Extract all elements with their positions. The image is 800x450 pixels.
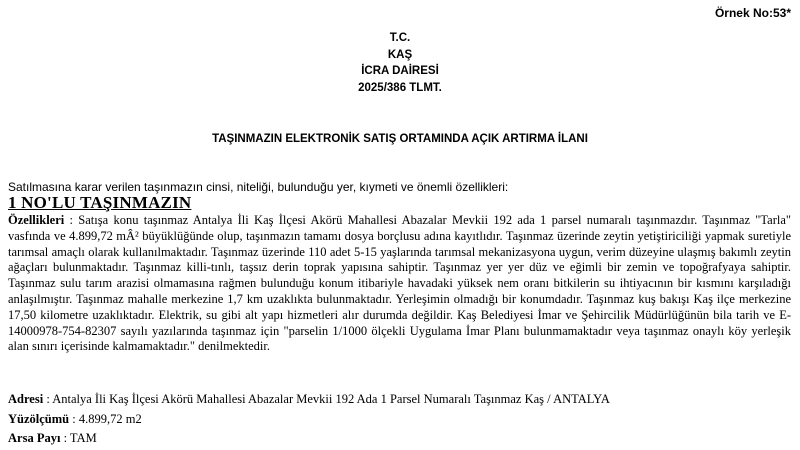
sample-number: Örnek No:53* xyxy=(714,6,791,20)
land-share-field xyxy=(8,430,97,446)
address-value: : Antalya İli Kaş İlçesi Akörü Mahallesi Abazalar Mevkii 192 Ada 1 Parsel Numaralı Taşınmaz Kaş / ANTALYA xyxy=(43,392,610,406)
intro-text: Satılmasına karar verilen taşınmazın cinsi, niteliği, bulunduğu yer, kıymeti ve önemli özellikleri: xyxy=(8,180,509,194)
authority-country: T.C. xyxy=(389,32,411,44)
features-label: Özellikleri xyxy=(8,213,65,227)
authority-district: KAŞ xyxy=(387,48,413,61)
features-text: : Satışa konu taşınmaz Antalya İli Kaş İlçesi Akörü Mahallesi Abazalar Mevkii 192 ada 1 parsel numaralı taşınmazdır. Taşınmaz "Tarla" vasfında ve 4.899,72 mÂ² büyüklüğünde olup, taşınmazın tamamı dosya borçlusu adına kayıtlıdır. Taşınmaz üzerinde zeytin yetiştiriciliği yapmak suretiyle tarımsal amaçlı olarak kullanılmaktadır. Taşınmaz üzerinde 110 adet 5-15 yaşlarında tarımsal mekanizasyona uygun, verim düzeyine ulaşmış bakımlı zeytin ağaçları bulunmaktadır. Taşınmaz killi-tınlı, taşsız derin toprak yapısına sahiptir. Taşınmaz yer yer düz ve eğimli bir zemin ve topoğrafyaya sahiptir. Taşınmaz sulu tarım arazisi olmamasına rağmen bulunduğu konum itibariyle havadaki yüksek nem oranı bitkilerin su ihtiyacının bir kısmını karşıladığı anlaşılmıştır. Taşınmaz mahalle merkezine 1,7 km uzaklıkta bulunmaktadır. Yerleşimin olmadığı bir konumdadır. Taşınmaz kuş bakışı Kaş ilçe merkezine 17,50 kilometre uzaklıktadır. Elektrik, su gibi alt yapı hizmetleri alır durumda değildir. Kaş Belediyesi İmar ve Şehircilik Müdürlüğünün bila tarih ve E-14000978-754-82307 sayılı yazılarında taşınmaz için "parselin 1/1000 ölçekli Uygulama İmar Planı bulunmamaktadır veya taşınmaz onaylı köy yerleşik alan sınırı içerisinde kalmamaktadır." denilmektedir. xyxy=(8,213,791,354)
land-share-value: : TAM xyxy=(60,431,97,445)
area-label: Yüzölçümü xyxy=(8,412,70,426)
property-features-paragraph xyxy=(8,213,791,355)
property-heading: 1 NO'LU TAŞINMAZIN xyxy=(8,193,192,212)
case-number: 2025/386 TLMT. xyxy=(358,81,442,94)
issuing-authority-block xyxy=(0,30,800,96)
area-field xyxy=(8,411,142,427)
notice-title: TAŞINMAZIN ELEKTRONİK SATIŞ ORTAMINDA AÇIK ARTIRMA İLANI xyxy=(212,133,588,145)
area-value: : 4.899,72 m2 xyxy=(69,412,142,426)
address-field xyxy=(8,391,610,407)
authority-office: İCRA DAİRESİ xyxy=(361,65,439,77)
land-share-label: Arsa Payı xyxy=(8,431,61,445)
address-label: Adresi xyxy=(8,392,44,406)
